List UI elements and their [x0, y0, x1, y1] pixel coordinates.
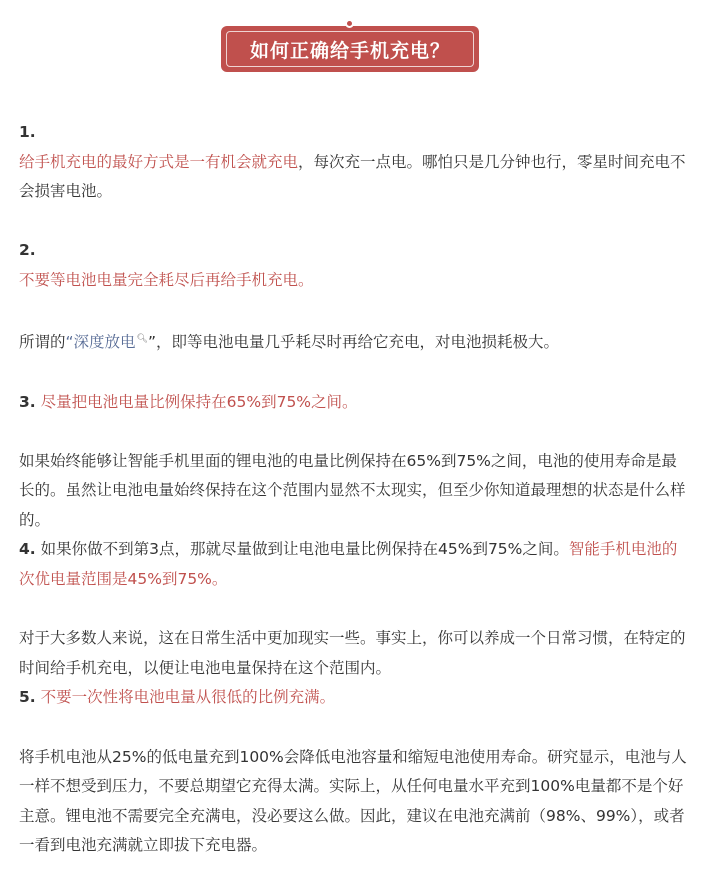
- section-number: 4.: [19, 540, 36, 559]
- highlight-text: 不要一次性将电池电量从很低的比例充满。: [40, 688, 336, 707]
- section-heading: [19, 388, 689, 418]
- highlight-text: 不要等电池电量完全耗尽后再给手机充电。: [19, 270, 314, 289]
- section-paragraph: [19, 535, 689, 594]
- title-banner: [221, 26, 479, 72]
- section-number: 3.: [19, 392, 36, 411]
- section-paragraph: 如果始终能够让智能手机里面的锂电池的电量比例保持在65%到75%之间，电池的使用寿命是最长的。虽然让电池电量始终保持在这个范围内显然不太现实，但至少你知道最理想的状态是什么样的。: [19, 451, 686, 529]
- section-paragraph: [19, 325, 689, 358]
- body-text: ”，即等电池电量几乎耗尽时再给它充电，对电池损耗极大。: [147, 333, 560, 352]
- article-header: [0, 14, 709, 84]
- section-paragraph: [19, 148, 689, 207]
- banner-dot-ornament: [345, 19, 354, 28]
- body-text: 如果你做不到第3点，那就尽量做到让电池电量比例保持在45%到75%之间。: [40, 540, 569, 559]
- section-paragraph: 对于大多数人来说，这在日常生活中更加现实一些。事实上，你可以养成一个日常习惯，在特定的时间给手机充电，以便让电池电量保持在这个范围内。: [19, 629, 686, 677]
- section-number: 5.: [19, 688, 36, 707]
- section-heading: [19, 683, 689, 713]
- highlight-text: 尽量把电池电量比例保持在65%到75%之间。: [40, 392, 358, 411]
- section-number: 1.: [19, 123, 36, 141]
- article-body: [19, 118, 689, 861]
- section-number: 2.: [19, 241, 36, 260]
- highlight-text: 智能手机电池的次优电量范围是45%到75%。: [19, 540, 678, 589]
- section-paragraph: 将手机电池从25%的低电量充到100%会降低电池容量和缩短电池使用寿命。研究显示，电池与人一样不想受到压力，不要总期望它充得太满。实际上，从任何电量水平充到100%电量都不是个好主意。锂电池不需要完全充满电，没必要这么做。因此，建议在电池充满前（98%、99%），或者一看到电池充满就立即拔下充电器。: [19, 747, 687, 855]
- page-title: 如何正确给手机充电？: [249, 39, 450, 62]
- search-icon[interactable]: 🔍︎: [136, 334, 148, 345]
- deep-discharge-link[interactable]: “深度放电🔍︎: [66, 333, 148, 351]
- body-text: ，每次充一点电。哪怕只是几分钟也行，零星时间充电不会损害电池。: [19, 152, 686, 201]
- highlight-text: 给手机充电的最好方式是一有机会就充电: [19, 152, 299, 171]
- body-text: 所谓的: [19, 333, 66, 352]
